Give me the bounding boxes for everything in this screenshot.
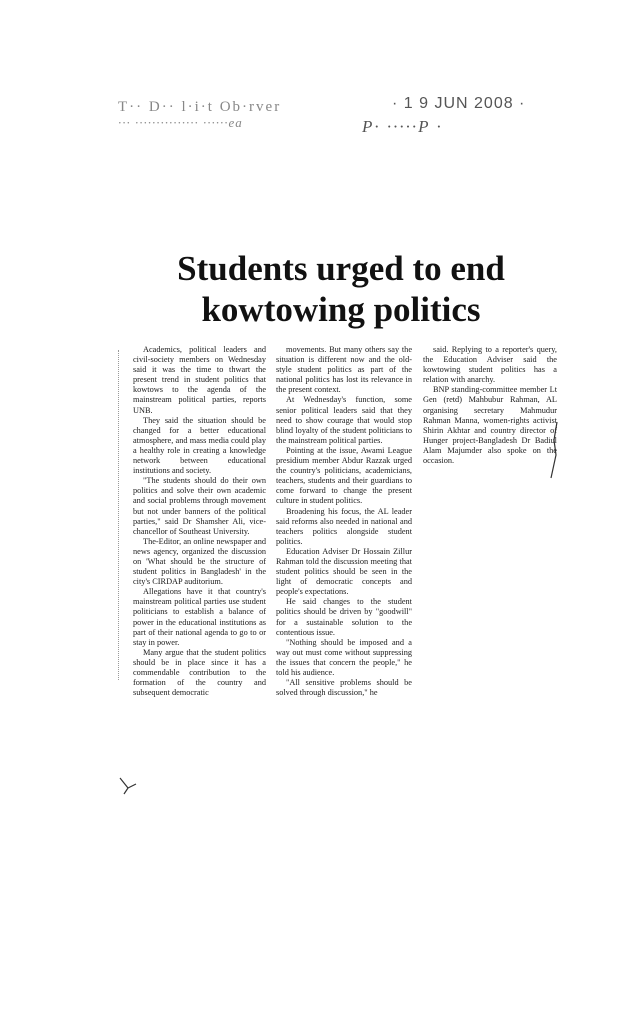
article-paragraph: Pointing at the issue, Awami League presidium member Abdur Razzak urged the country's politicians, academicians, teachers, students and their guardians to come forward to change the present culture in student politics. [276,445,412,506]
article-column-2 [276,345,412,698]
masthead-line-1: T·· D·· l·i·t Ob·rver [118,99,282,115]
article-paragraph: Education Adviser Dr Hossain Zillur Rahman told the discussion meeting that student politics should be seen in the light of democratic concepts and people's expectations. [276,546,412,597]
article-headline: Students urged to end kowtowing politics [177,249,505,329]
article-column-3 [423,345,557,466]
date-stamp [362,95,542,145]
article-column-1 [133,345,266,698]
newspaper-masthead [118,100,293,136]
pen-bracket-mark [548,420,560,480]
article-paragraph: said. Replying to a reporter's query, the Education Adviser said the kowtowing student politics has a relation with anarchy. [423,345,557,385]
article-paragraph: Academics, political leaders and civil-society members on Wednesday said it was the time to thwart the present trend in student politics that kowtows to the agenda of the mainstream political parties, reports UNB. [133,345,266,415]
article-paragraph: "Nothing should be imposed and a way out must come without suppressing the issues that concern the people," he told his audience. [276,637,412,677]
article-paragraph: "All sensitive problems should be solved through discussion," he [276,678,412,698]
article-paragraph: The-Editor, an online newspaper and news agency, organized the discussion on 'What should be the structure of student politics in Bangladesh' in the city's CIRDAP auditorium. [133,536,266,587]
article-paragraph: movements. But many others say the situation is different now and the old-style student politics as part of the national politics has lost its relevance in the present context. [276,345,412,395]
pen-corner-mark [118,776,138,796]
article-paragraph: At Wednesday's function, some senior political leaders said that they need to show courage that would stop blind loyalty of the student politicians to the mainstream political parties. [276,395,412,445]
article-paragraph: He said changes to the student politics should be driven by "goodwill" for a sustainable solution to the contentious issue. [276,597,412,637]
article-paragraph: They said the situation should be changed for a better educational atmosphere, and mass media could play a healthy role in creating a knowledge network between educational institutions and society. [133,415,266,476]
article-paragraph: Broadening his focus, the AL leader said reforms also needed in national and teachers politics alongside student politics. [276,506,412,546]
article-paragraph: "The students should do their own politics and solve their own academic and social problems through movement but not under banners of the political parties," said Dr Shamsher Ali, vice-chancellor of Southeast University. [133,476,266,536]
article-paragraph: Allegations have it that country's mainstream political parties use student politicians to establish a balance of power in the educational institutions as part of their national agenda to go to or stay in power. [133,587,266,647]
date-stamp-date: · 1 9 JUN 2008 · [392,95,526,112]
scan-edge-marks [118,350,127,680]
masthead-line-2: ··· ··············· ······ea [118,115,243,130]
date-stamp-mark: P· ·····P · [362,117,443,136]
article-paragraph: BNP standing-committee member Lt Gen (retd) Mahbubur Rahman, AL organising secretary Mahmudur Rahman Manna, women-rights activist Shirin Akhtar and country director of Hunger project-Bangladesh Dr Badiul Alam Majumder also spoke on the occasion. [423,385,557,466]
article-paragraph: Many argue that the student politics should be in place since it has a commendable contribution to the formation of the country and subsequent democratic [133,647,266,698]
